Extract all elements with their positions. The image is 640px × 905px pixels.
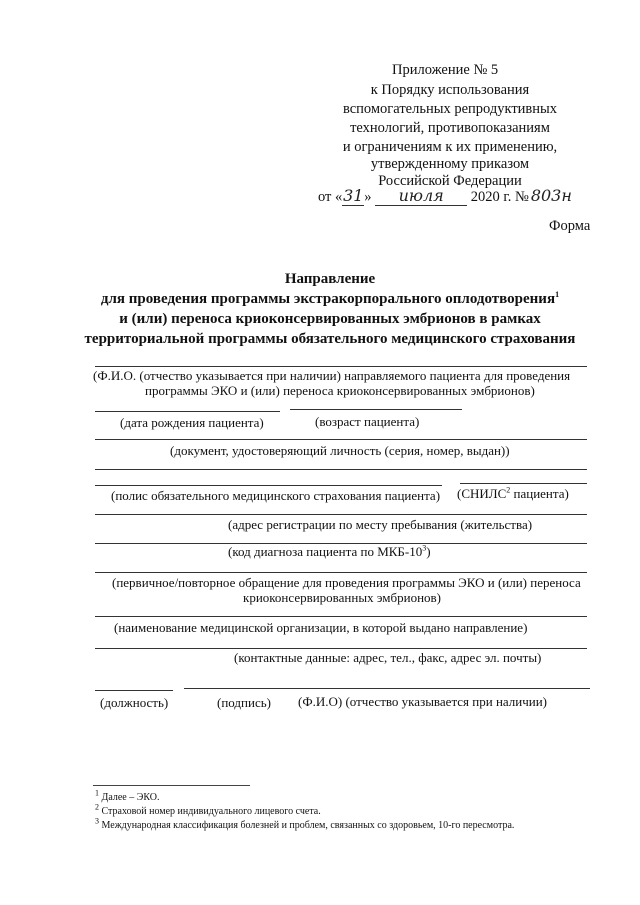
document-line[interactable] [95, 439, 587, 440]
footnote-num: 3 [95, 816, 99, 826]
age-caption: (возраст пациента) [315, 414, 420, 429]
document-caption: (документ, удостоверяющий личность (серия, номер, выдан)) [170, 443, 510, 458]
snils-tail: пациента) [510, 486, 569, 501]
signature-caption: (подпись) [217, 695, 271, 710]
snils-line[interactable] [460, 483, 587, 484]
fio-caption: (Ф.И.О) (отчество указывается при наличии) [298, 694, 548, 709]
footnote-num: 1 [95, 788, 99, 798]
patient-name-line[interactable] [95, 366, 587, 367]
form-label: Форма [549, 218, 591, 234]
date-month-handwritten: июля [375, 186, 467, 206]
age-line[interactable] [290, 409, 462, 410]
policy-line[interactable] [95, 485, 442, 486]
footnote-separator [93, 785, 250, 786]
diagnosis-tail: ) [426, 544, 431, 559]
appeal-line[interactable] [95, 572, 587, 573]
diagnosis-text: (код диагноза пациента по МКБ-10 [228, 544, 423, 559]
footnote-text: Далее – ЭКО. [99, 792, 160, 803]
date-year: 2020 г. № [470, 189, 529, 205]
document-title: Направление [284, 271, 376, 287]
signature-fio-line[interactable] [184, 688, 590, 689]
contacts-caption: (контактные данные: адрес, тел., факс, адрес эл. почты) [234, 650, 542, 665]
footnote-3 [95, 816, 515, 831]
diagnosis-caption [228, 544, 431, 560]
document-title-line: и (или) переноса криоконсервированных эмбрионов в рамках [119, 311, 541, 327]
document-title-line: территориальной программы обязательного медицинского страхования [84, 331, 576, 347]
blank-line[interactable] [95, 469, 587, 470]
patient-name-caption: (Ф.И.О. (отчество указывается при наличии) направляемого пациента для проведения [93, 368, 571, 383]
address-line[interactable] [95, 514, 587, 515]
footnote-1 [95, 788, 160, 803]
annex-number: Приложение № 5 [392, 62, 499, 78]
appeal-caption: (первичное/повторное обращение для проведения программы ЭКО и (или) переноса [112, 575, 581, 590]
policy-caption: (полис обязательного медицинского страхования пациента) [111, 488, 441, 503]
organization-line[interactable] [95, 616, 587, 617]
footnote-text: Международная классификация болезней и проблем, связанных со здоровьем, 10-го пересмотра. [99, 820, 515, 831]
footnote-num: 2 [95, 802, 99, 812]
footnote-text: Страховой номер индивидуального лицевого счета. [99, 806, 321, 817]
header-line: вспомогательных репродуктивных [342, 101, 558, 117]
date-day-handwritten: 31 [343, 186, 364, 205]
footnote-2 [95, 802, 321, 817]
date-prefix: от « [318, 189, 343, 205]
organization-caption: (наименование медицинской организации, в которой выдано направление) [114, 620, 528, 635]
header-line: технологий, противопоказаниям [350, 120, 550, 136]
order-number-handwritten: 803н [530, 186, 572, 205]
footnote-ref: 3 [422, 543, 427, 553]
position-line[interactable] [95, 690, 173, 691]
birth-date-caption: (дата рождения пациента) [120, 415, 264, 430]
birth-date-line[interactable] [95, 411, 280, 412]
header-line: и ограничениям к их применению, [342, 139, 558, 155]
contacts-line[interactable] [95, 648, 587, 649]
position-caption: (должность) [100, 695, 169, 710]
header-line: к Порядку использования [370, 82, 530, 98]
footnote-ref: 1 [555, 290, 560, 299]
header-line: утвержденному приказом [370, 156, 530, 172]
snils-caption [457, 486, 569, 502]
title-text: для проведения программы экстракорпорального оплодотворения [100, 291, 556, 307]
snils-text: (СНИЛС [457, 486, 507, 501]
footnote-ref: 2 [506, 485, 511, 495]
patient-name-caption: программы ЭКО и (или) переноса криоконсервированных эмбрионов) [145, 383, 535, 398]
appeal-caption: криоконсервированных эмбрионов) [243, 590, 442, 605]
header-line: Российской Федерации [378, 173, 522, 189]
date-mid: » [364, 189, 372, 205]
order-date-line [318, 186, 575, 206]
address-caption: (адрес регистрации по месту пребывания (жительства) [228, 517, 533, 532]
document-title-line [60, 289, 600, 310]
